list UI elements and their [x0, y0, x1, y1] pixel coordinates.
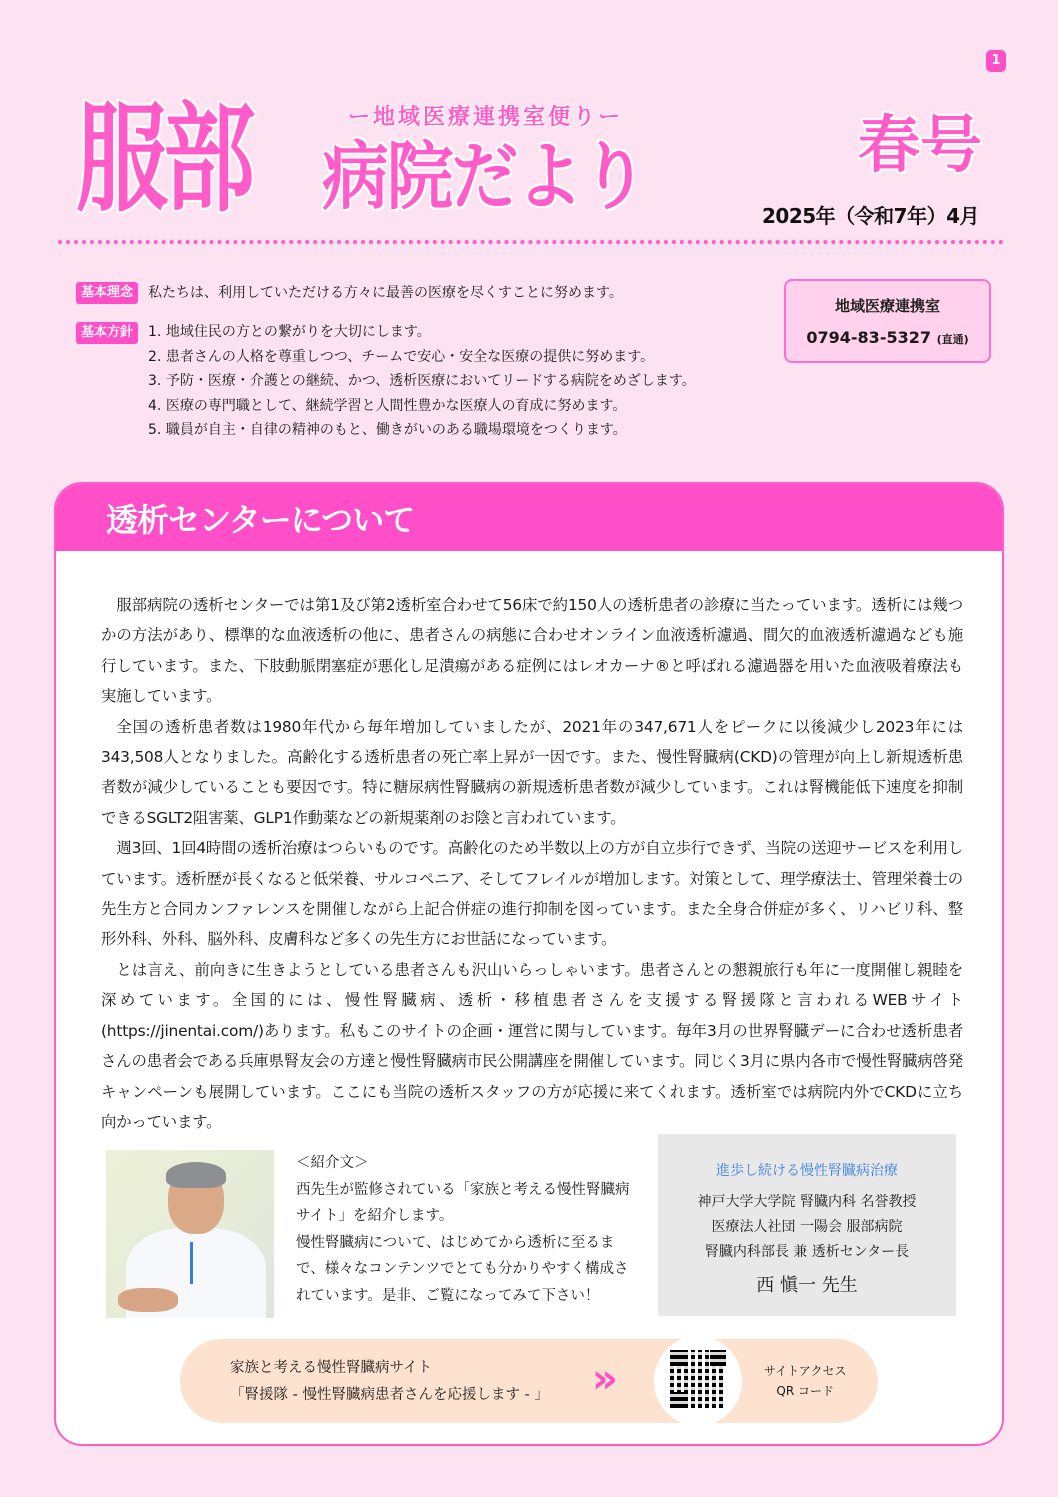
site-subtitle: 「腎援隊 - 慢性腎臓病患者さんを応援します - 」	[230, 1387, 549, 1403]
issue-date: 2025年（令和7年）4月	[762, 204, 979, 228]
newsletter-title-main: 服部	[76, 90, 251, 228]
qr-label	[764, 1361, 846, 1401]
philosophy-row	[76, 282, 756, 304]
policy-item: 2. 患者さんの人格を尊重しつつ、チームで安心・安全な医療の提供に努めます。	[148, 348, 655, 365]
doctor-photo	[106, 1150, 274, 1318]
photo-hair	[166, 1162, 226, 1188]
policy-item: 1. 地域住民の方との繋がりを大切にします。	[148, 324, 431, 340]
photo-hands	[118, 1288, 178, 1312]
article-paragraph: とは言え、前向きに生きようとしている患者さんも沢山いらっしゃいます。患者さんとの懇親旅行も年に一度開催し親睦を深めています。全国的には、慢性腎臓病、透析・移植患者さんを支援する腎援隊と言われるWEBサイト(https://jinentai.com/)あります。私もこのサイトの企画・運営に関与しています。毎年3月の世界腎臓デーに合わせ透析患者さんの患者会である兵庫県腎友会の方達と慢性腎臓病市民公開講座を開催しています。同じく3月に県内各市で慢性腎臓病啓発キャンペーンも展開しています。ここにも当院の透析スタッフの方が応援に来てくれます。透析室では病院内外でCKDに立ち向かっています。	[101, 960, 963, 1131]
qr-code-icon[interactable]	[670, 1350, 726, 1408]
article-body	[101, 590, 963, 1137]
intro-text	[296, 1150, 636, 1309]
contact-box	[784, 279, 991, 363]
article-header	[56, 484, 1002, 551]
newsletter-tagline: ー地域医療連携室便りー	[348, 105, 624, 130]
dotted-divider	[58, 240, 1004, 244]
principles-section	[76, 282, 756, 443]
policy-item: 4. 医療の専門職として、継続学習と人間性豊かな医療人の育成に努めます。	[148, 397, 627, 414]
profile-lead: 進歩し続ける慢性腎臓病治療	[716, 1163, 898, 1179]
policy-item: 3. 予防・医療・介護との継続、かつ、透析医療においてリードする病院をめざします。	[148, 373, 696, 389]
article-dialysis-center	[54, 482, 1004, 1446]
intro-heading: ＜紹介文＞	[296, 1155, 369, 1171]
site-link-banner[interactable]	[180, 1339, 878, 1423]
phone-note: (直通)	[936, 333, 969, 346]
policy-row	[76, 322, 756, 443]
phone-number: 0794-83-5327	[806, 328, 931, 347]
double-chevron-right-icon: »	[592, 1356, 604, 1402]
philosophy-badge: 基本理念	[76, 282, 138, 304]
profile-line: 医療法人社団 一陽会 服部病院	[711, 1219, 903, 1235]
article-title: 透析センターについて	[106, 500, 415, 539]
qr-label-line: サイトアクセス	[764, 1364, 847, 1378]
contact-phone	[786, 328, 989, 347]
newsletter-title-sub: 病院だより	[322, 134, 646, 220]
qr-label-line: QR コード	[776, 1384, 835, 1398]
season-label: 春号	[858, 108, 983, 181]
article-paragraph: 服部病院の透析センターでは第1及び第2透析室合わせて56床で約150人の透析患者の診療に当たっています。透析には幾つかの方法があり、標準的な血液透析の他に、患者さんの病態に合わせオンライン血液透析濾過、間欠的血液透析濾過なども施行しています。また、下肢動脈閉塞症が悪化し足潰瘍がある症例にはレオカーナ®と呼ばれる濾過器を用いた血液吸着療法も実施しています。	[101, 596, 963, 706]
intro-text-1: 西先生が監修されている「家族と考える慢性腎臓病サイト」を紹介します。	[296, 1181, 630, 1224]
page-number-badge: 1	[986, 50, 1006, 72]
masthead	[0, 0, 1058, 250]
site-name: 家族と考える慢性腎臓病サイト	[230, 1360, 432, 1376]
philosophy-text: 私たちは、利用していただける方々に最善の医療を尽くすことに努めます。	[148, 285, 623, 301]
policy-badge: 基本方針	[76, 322, 138, 344]
doctor-name: 西 愼一 先生	[756, 1275, 858, 1296]
policy-list	[148, 320, 696, 443]
photo-lanyard	[190, 1242, 193, 1284]
contact-department: 地域医療連携室	[834, 297, 940, 315]
article-paragraph: 週3回、1回4時間の透析治療はつらいものです。高齢化のため半数以上の方が自立歩行できず、当院の送迎サービスを利用しています。透析歴が長くなると低栄養、サルコペニア、そしてフレイルが増加します。対策として、理学療法士、管理栄養士の先生方と合同カンファレンスを開催しながら上記合併症の進行抑制を図っています。また全身合併症が多く、リハビリ科、整形外科、外科、脳外科、皮膚科など多くの先生方にお世話になっています。	[101, 839, 963, 949]
policy-item: 5. 職員が自主・自律の精神のもと、働きがいのある職場環境をつくります。	[148, 422, 627, 438]
intro-text-2: 慢性腎臓病について、はじめてから透析に至るまで、様々なコンテンツでとても分かりやすく構成されています。是非、ご覧になってみて下さい！	[296, 1234, 629, 1304]
profile-line: 腎臓内科部長 兼 透析センター長	[704, 1244, 910, 1260]
profile-credentials	[658, 1190, 956, 1265]
article-paragraph: 全国の透析患者数は1980年代から毎年増加していましたが、2021年の347,671人をピークに以後減少し2023年には343,508人となりました。高齢化する透析患者の死亡率上昇が一因です。また、慢性腎臓病(CKD)の管理が向上し新規透析患者数が減少していることも要因です。特に糖尿病性腎臓病の新規透析患者数が減少しています。これは腎機能低下速度を抑制できるSGLT2阻害薬、GLP1作動薬などの新規薬剤のお陰と言われています。	[101, 717, 963, 827]
doctor-profile-box	[658, 1134, 956, 1316]
profile-line: 神戸大学大学院 腎臓内科 名誉教授	[697, 1194, 917, 1210]
site-banner-text	[230, 1355, 549, 1409]
qr-code-holder	[654, 1336, 742, 1426]
